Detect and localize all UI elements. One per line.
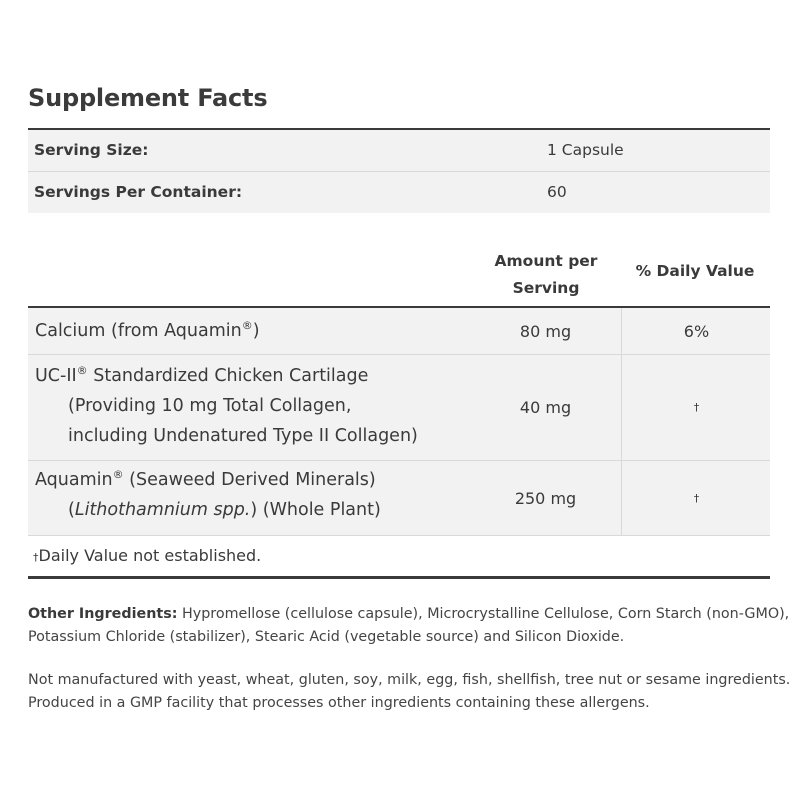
dagger-symbol: † xyxy=(33,551,39,564)
page-title: Supplement Facts xyxy=(28,84,268,112)
footnote-text-wrap xyxy=(33,546,261,565)
amount-per-serving-header xyxy=(486,248,606,302)
nutrient-name-rest: (Seaweed Derived Minerals) xyxy=(123,470,376,490)
footnote xyxy=(28,536,770,579)
nutrient-daily-value: † xyxy=(621,355,771,460)
registered-mark: ® xyxy=(76,364,88,378)
other-ingredients-text: Hypromellose (cellulose capsule), Microcrystalline Cellulose, Corn Starch (non-GMO), xyxy=(177,606,790,622)
nutrient-name-text: Aquamin xyxy=(35,470,113,490)
amount-header-line1: Amount per xyxy=(494,252,598,270)
nutrient-name-rest: ) (Whole Plant) xyxy=(250,500,381,520)
footnote-text: Daily Value not established. xyxy=(38,546,262,565)
other-ingredients-line2: Potassium Chloride (stabilizer), Stearic Acid (vegetable source) and Silicon Dioxide. xyxy=(28,629,625,645)
nutrient-name-text: Calcium (from Aquamin xyxy=(35,321,242,341)
table-row xyxy=(28,355,770,461)
other-ingredients-label: Other Ingredients: xyxy=(28,606,178,622)
nutrient-name-suffix: ) xyxy=(252,321,260,341)
servings-per-container-value: 60 xyxy=(547,183,567,201)
other-ingredients-line1 xyxy=(28,603,790,626)
nutrient-amount: 250 mg xyxy=(514,488,577,508)
nutrient-daily-value: 6% xyxy=(621,308,771,354)
allergen-line2: Produced in a GMP facility that processes other ingredients containing these allergens. xyxy=(28,695,650,711)
nutrient-table-header xyxy=(28,246,770,306)
nutrient-name-rest: Standardized Chicken Cartilage xyxy=(87,366,369,386)
servings-per-container-row xyxy=(28,171,770,213)
serving-size-value: 1 Capsule xyxy=(547,141,624,159)
other-ingredients xyxy=(28,603,790,649)
serving-size-row xyxy=(28,130,770,171)
nutrient-name-line3: including Undenatured Type II Collagen) xyxy=(68,426,418,446)
open-paren: ( xyxy=(68,500,75,520)
table-row xyxy=(28,308,770,355)
servings-per-container-label: Servings Per Container: xyxy=(34,183,243,201)
nutrient-amount: 80 mg xyxy=(519,321,572,341)
amount-header-line2: Serving xyxy=(512,279,580,297)
table-row xyxy=(28,461,770,536)
nutrient-name-text: UC-II xyxy=(35,366,77,386)
nutrient-name-line2: (Providing 10 mg Total Collagen, xyxy=(68,396,352,416)
registered-mark: ® xyxy=(241,319,253,333)
registered-mark: ® xyxy=(112,468,124,482)
nutrient-table xyxy=(28,306,770,579)
nutrient-daily-value: † xyxy=(621,461,771,535)
allergen-statement xyxy=(28,669,791,715)
nutrient-latin-name: Lithothamnium spp. xyxy=(74,500,251,520)
nutrient-amount: 40 mg xyxy=(519,398,572,417)
serving-info-table xyxy=(28,128,770,213)
serving-size-label: Serving Size: xyxy=(34,141,149,159)
allergen-line1: Not manufactured with yeast, wheat, gluten, soy, milk, egg, fish, shellfish, tree nut or sesame ingredients. xyxy=(28,672,791,688)
daily-value-header: % Daily Value xyxy=(635,262,755,280)
